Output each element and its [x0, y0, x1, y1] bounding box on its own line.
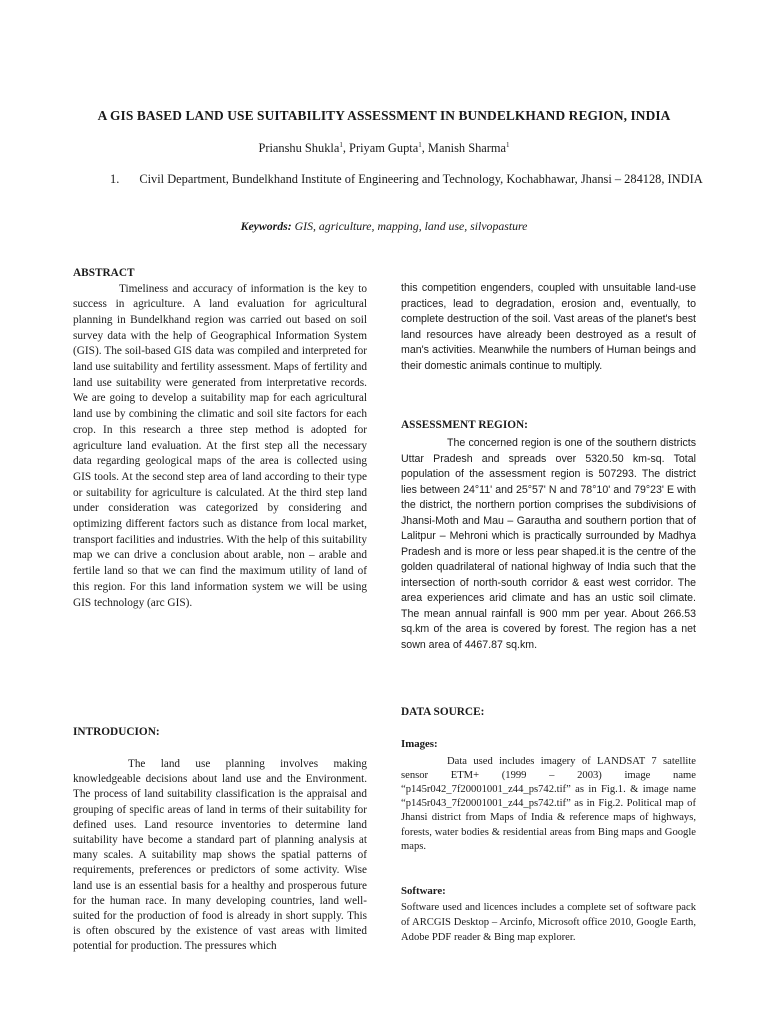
assessment-section: [401, 436, 696, 653]
abstract-section: [73, 266, 367, 611]
affiliation-text: Civil Department, Bundelkhand Institute of Engineering and Technology, Kochabhawar, Jhansi – 284128, INDIA: [139, 172, 703, 186]
affiliation-number: 1.: [110, 172, 120, 186]
author-name: Manish Sharma: [427, 141, 507, 155]
data-source-heading-block: [401, 705, 696, 721]
introduction-section: [73, 757, 367, 955]
introduction-heading: INTRODUCION:: [73, 726, 160, 738]
author-name: Priyam Gupta: [349, 141, 419, 155]
images-text: Data used includes imagery of LANDSAT 7 satellite sensor ETM+ (1999 – 2003) image name “p145r042_7f20001001_z44_ps742.tif” as in Fig.1. & image name “p145r043_7f20001001_z44_ps742.tif” as in Fig.2. Political map of Jhansi district from Maps of India & reference maps of highways, forests, water bodies & residential areas from Bing maps and Google maps.: [401, 755, 696, 852]
data-source-heading: DATA SOURCE:: [401, 706, 485, 718]
keywords-text: GIS, agriculture, mapping, land use, silvopasture: [294, 219, 528, 233]
affiliation: [110, 171, 710, 188]
author-affiliation-mark: 1: [339, 140, 343, 149]
introduction-continuation: [401, 281, 696, 374]
assessment-text: The concerned region is one of the southern districts Uttar Pradesh and spreads over 5320.50 km-sq. Total population of the assessment region is 507293. The district lies between 24°11' and 25°57' N and 78°10' and 79°23' E with the district, the northern portion comprises the subdivisions of Jhansi-Moth and Mau – Garautha and southern portion that of Lalitpur – Mehroni which is practically surrounded by Madhya Pradesh and is more or less pear shaped.it is the centre of the golden quadrilateral of national highway of India such that the intersection of north-south corridor & east west corridor. The area experiences arid climate and has an ustic soil climate. The mean annual rainfall is 900 mm per year. About 266.53 sq.km of the area is covered by forest. The region has a net sown area of 4467.87 sq.km.: [401, 437, 696, 651]
introduction-continuation-text: this competition engenders, coupled with unsuitable land-use practices, lead to degradation, erosion and, eventually, to complete destruction of the soil. Vast areas of the planet's best land resources have already been destroyed as a result of man's activities. Meanwhile the numbers of Human beings and their domestic animals continue to multiply.: [401, 282, 696, 372]
introduction-text: The land use planning involves making knowledgeable decisions about land use and the Environment. The process of land suitability classification is the appraisal and grouping of specific areas of land in terms of their suitability for defined uses. Land resource inventories to determine land suitability have become a standard part of planning analysis at many scales. A suitability map shows the spatial patterns of requirements, preferences or predictors of some activity. Wise land use is an essential basis for a healthy and prosperous future for the human race. In many developing countries, land well-suited for the production of food is already in short supply. This is often obscured by the existence of vast areas with limited potential for production. The pressures which: [73, 758, 367, 953]
abstract-heading: ABSTRACT: [73, 267, 135, 279]
assessment-heading-block: [401, 418, 696, 434]
software-heading: Software:: [401, 885, 446, 897]
introduction-heading-block: [73, 725, 367, 741]
author-affiliation-mark: 1: [418, 140, 422, 149]
paper-title: A GIS BASED LAND USE SUITABILITY ASSESSMENT IN BUNDELKHAND REGION, INDIA: [97, 108, 671, 123]
abstract-text: Timeliness and accuracy of information is the key to success in agriculture. A land evaluation for agricultural planning in Bundelkhand region was carried out based on soil survey data with the help of Geographical Information System (GIS). The soil-based GIS data was compiled and interpreted for land use suitability and fertility assessment. Maps of fertility and land use suitability were generated from interpretative records. We are going to develop a suitability map for each agricultural land use by combining the climatic and soil site factors for each crop. In this research a three step method is adopted for agriculture land evaluation. At the first step all the necessary data regarding geological maps of the area is collected using GIS tools. At the second step area of land according to their type or suitability for agriculture is calculated. At the third step land under consideration was categorized by considering and optimizing different factors such as distance from local market, transport facilities and industries. With the help of this suitability map we can drive a conclusion about arable, non – arable and fertile land so that we can find the maximum utility of land of this region. For this land information system we will be using GIS technology (arc GIS).: [73, 282, 367, 609]
author-affiliation-mark: 1: [506, 140, 510, 149]
images-subsection: [401, 737, 696, 854]
images-heading: Images:: [401, 738, 438, 750]
software-text: Software used and licences includes a complete set of software pack of ARCGIS Desktop – Arcinfo, Microsoft office 2010, Google Earth, Adobe PDF reader & Bing map explorer.: [401, 901, 696, 944]
software-subsection: [401, 884, 696, 945]
assessment-heading: ASSESSMENT REGION:: [401, 419, 528, 431]
author-name: Prianshu Shukla: [258, 141, 340, 155]
keywords: [0, 219, 768, 234]
author-list: Prianshu Shukla$^1$, Priyam Gupta$^1$, Manish Sharma$^1$: [258, 140, 510, 155]
keywords-label: Keywords:: [240, 219, 292, 233]
